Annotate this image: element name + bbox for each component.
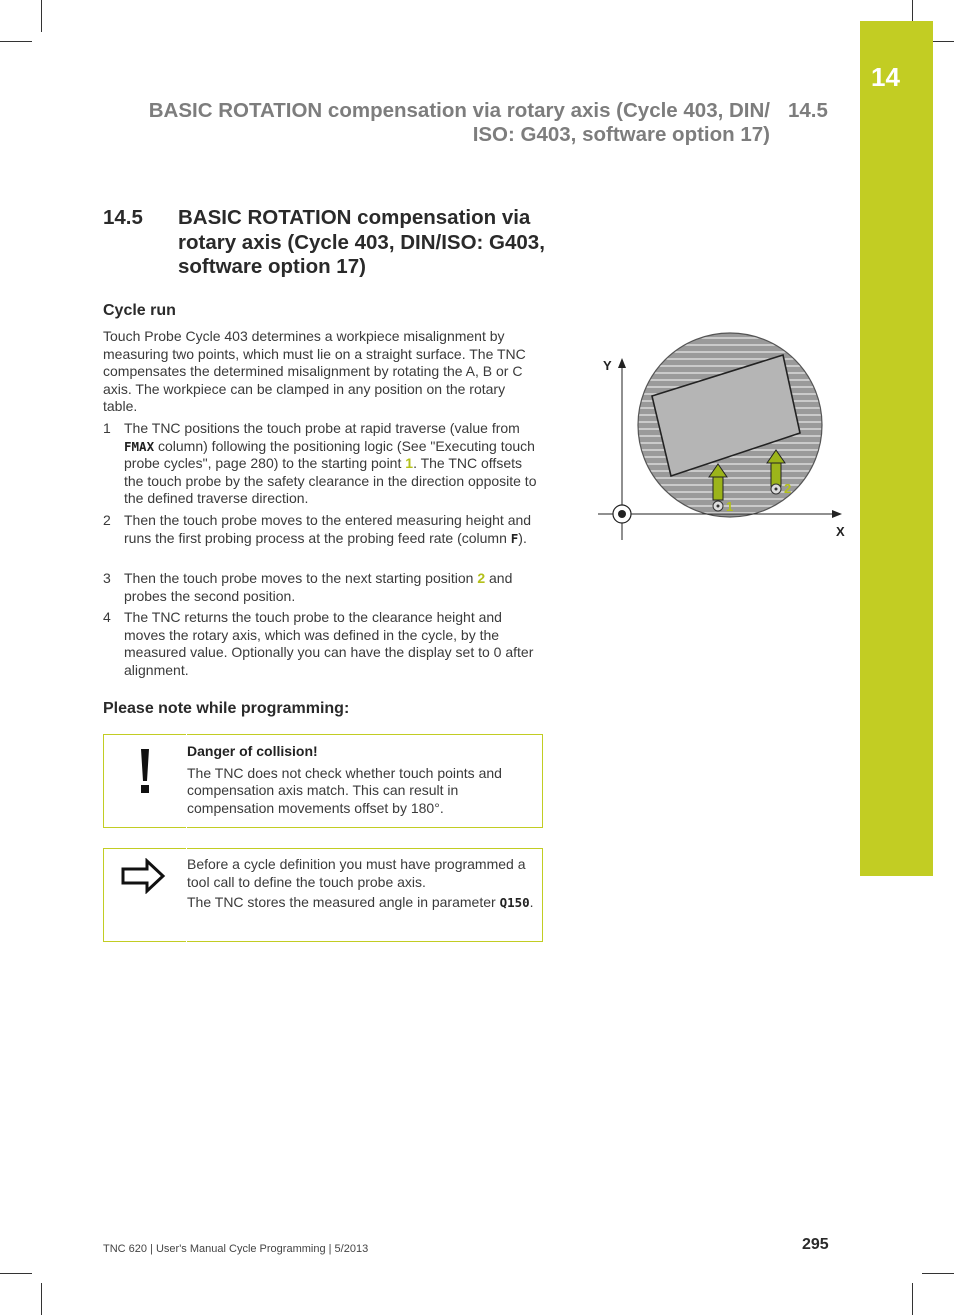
- cycle-run-intro: Touch Probe Cycle 403 determines a workpiece misalignment by measuring two points, which must lie on a straight surface. The TNC compensates the determined misalignment by rotating the A, B or C axis. The workpiece can be clamped in any position on the rotary table.: [103, 328, 526, 415]
- code-q150: Q150: [499, 895, 530, 911]
- point-ref-1: 1: [405, 455, 414, 472]
- crop-mark: [0, 41, 32, 42]
- footer-text: TNC 620 | User's Manual Cycle Programming | 5/2013: [103, 1243, 369, 1255]
- crop-mark: [0, 1273, 32, 1274]
- section-number: 14.5: [103, 206, 143, 229]
- list-text: Then the touch probe moves to the next starting position 2 and probes the second position.: [124, 570, 513, 604]
- info-line-1: Before a cycle definition you must have programmed a tool call to define the touch probe axis.: [187, 856, 526, 890]
- list-text: The TNC returns the touch probe to the clearance height and moves the rotary axis, which was defined in the cycle, by the measured value. Optionally you can have the display set to 0 after alignment.: [124, 609, 534, 678]
- section-title: BASIC ROTATION compensation via rotary axis (Cycle 403, DIN/ISO: G403, software option 17): [178, 206, 545, 278]
- cycle-run-heading: Cycle run: [103, 302, 176, 319]
- warning-body: The TNC does not check whether touch points and compensation axis match. This can result in compensation movements offset by 180°.: [187, 764, 502, 816]
- running-header-title: [149, 99, 770, 147]
- page-number: 295: [802, 1236, 829, 1253]
- y-axis-label: Y: [603, 358, 612, 373]
- warning-title: Danger of collision!: [187, 743, 318, 759]
- crop-mark: [922, 1273, 954, 1274]
- list-text: The TNC positions the touch probe at rapid traverse (value from FMAX column) following the positioning logic (See "Executing touch probe cycles", page 280) to the starting point 1. The TNC offsets the touch probe by the safety clearance in the direction opposite to the defined traverse direction.: [124, 420, 537, 507]
- warning-box: [103, 734, 543, 828]
- list-number: 2: [103, 512, 111, 528]
- arrow-right-icon: [120, 858, 166, 894]
- list-number: 1: [103, 420, 111, 436]
- chapter-number: 14: [871, 62, 900, 92]
- x-axis-label: X: [836, 524, 845, 539]
- chapter-tab: [860, 21, 933, 876]
- running-header-line-2: ISO: G403, software option 17): [472, 123, 770, 146]
- info-text: [187, 856, 537, 912]
- list-number: 3: [103, 570, 111, 586]
- info-box: [103, 848, 543, 942]
- code-fmax: FMAX: [124, 438, 155, 454]
- programming-note-heading: Please note while programming:: [103, 700, 350, 717]
- list-number: 4: [103, 609, 111, 625]
- point-label-2: 2: [784, 481, 792, 496]
- crop-mark: [41, 1283, 42, 1315]
- exclamation-icon: [134, 749, 156, 795]
- probing-diagram: [590, 330, 860, 545]
- code-f: F: [510, 530, 519, 546]
- warning-text: [187, 743, 537, 817]
- point-ref-2: 2: [477, 570, 486, 586]
- info-line-2: The TNC stores the measured angle in parameter Q150.: [187, 894, 534, 911]
- running-header-line-1: BASIC ROTATION compensation via rotary axis (Cycle 403, DIN/: [148, 99, 770, 122]
- list-text: Then the touch probe moves to the entered measuring height and runs the first probing process at the probing feed rate (column F).: [124, 512, 532, 546]
- crop-mark: [41, 0, 42, 32]
- point-label-1: 1: [726, 499, 734, 514]
- running-header-section: 14.5: [788, 99, 828, 122]
- crop-mark: [912, 1283, 913, 1315]
